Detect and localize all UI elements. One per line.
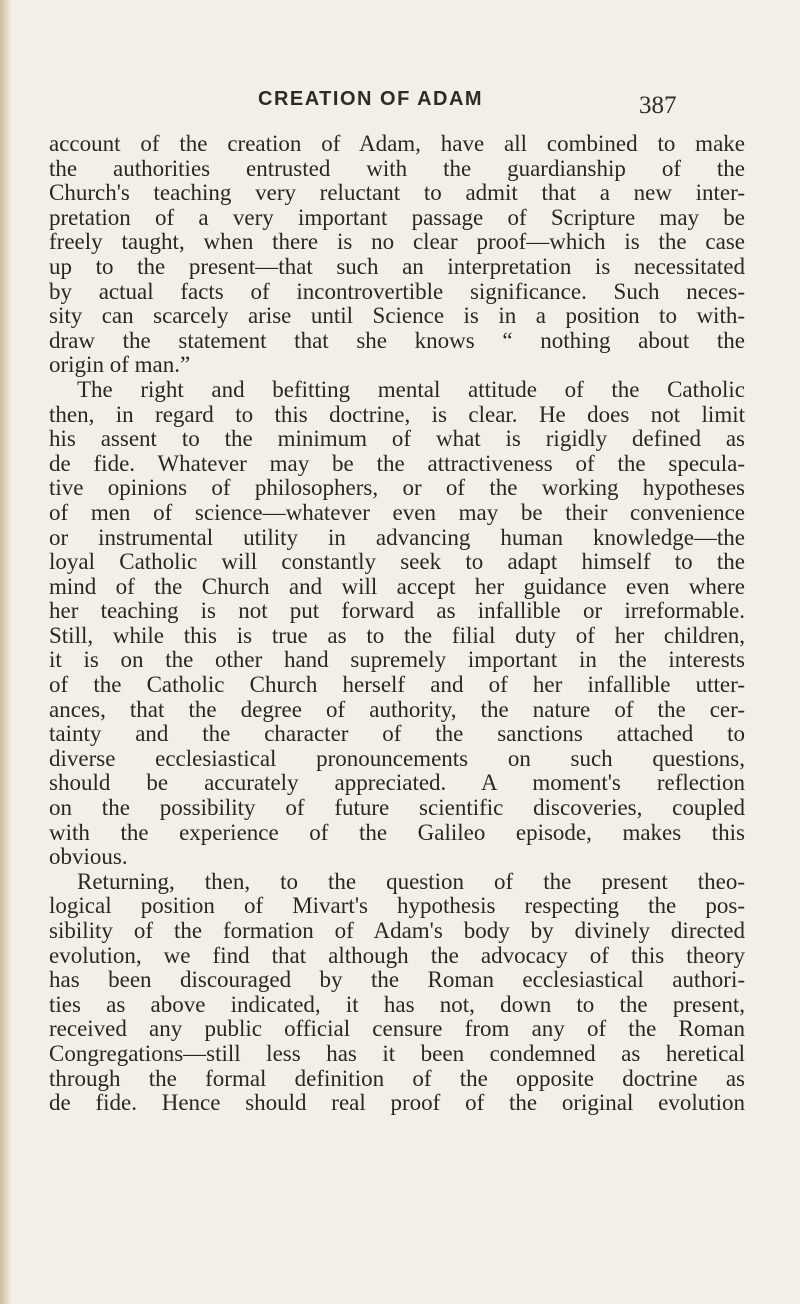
text-line: loyal Catholic will constantly seek to adapt himself to the <box>49 549 745 575</box>
text-line: her teaching is not put forward as infallible or irreformable. <box>49 598 745 624</box>
text-line: received any public official censure from any of the Roman <box>49 1016 745 1042</box>
text-line: tainty and the character of the sanctions attached to <box>49 721 745 747</box>
text-line: Congregations—still less has it been condemned as heretical <box>49 1040 745 1066</box>
text-line: his assent to the minimum of what is rigidly defined as <box>49 426 745 452</box>
text-line: de fide. Hence should real proof of the original evolution <box>49 1090 745 1116</box>
text-line: Church's teaching very reluctant to admit that a new inter- <box>49 180 745 206</box>
text-line: freely taught, when there is no clear proof—which is the case <box>49 229 745 255</box>
text-line: ties as above indicated, it has not, down to the present, <box>49 991 745 1017</box>
text-line: draw the statement that she knows “ nothing about the <box>49 327 745 353</box>
text-line: on the possibility of future scientific discoveries, coupled <box>49 795 745 821</box>
text-line: the authorities entrusted with the guardianship of the <box>49 155 745 181</box>
text-line: then, in regard to this doctrine, is clear. He does not limit <box>49 401 745 427</box>
text-line: should be accurately appreciated. A moment's reflection <box>49 770 745 796</box>
text-line: of men of science—whatever even may be their convenience <box>49 499 745 525</box>
text-line: account of the creation of Adam, have all combined to make <box>49 131 745 156</box>
text-line: de fide. Whatever may be the attractiveness of the specula- <box>49 450 745 476</box>
text-line: of the Catholic Church herself and of her infallible utter- <box>49 672 745 698</box>
body-text <box>49 132 745 1116</box>
text-line: origin of man.” <box>49 352 191 378</box>
text-line: ances, that the degree of authority, the nature of the cer- <box>49 696 745 722</box>
page-edge-shadow <box>0 0 12 1304</box>
text-line: logical position of Mivart's hypothesis respecting the pos- <box>49 893 745 919</box>
page-header <box>0 78 800 118</box>
text-line: sibility of the formation of Adam's body by divinely directed <box>49 918 745 943</box>
page-number: 387 <box>639 92 677 119</box>
text-line: mind of the Church and will accept her guidance even where <box>49 573 745 599</box>
text-line: or instrumental utility in advancing human knowledge—the <box>49 524 745 550</box>
text-line: evolution, we find that although the advocacy of this theory <box>49 942 745 968</box>
text-line: up to the present—that such an interpretation is necessitated <box>49 253 745 279</box>
text-line: The right and befitting mental attitude of the Catholic <box>77 376 745 402</box>
text-line: through the formal definition of the opposite doctrine as <box>49 1065 745 1091</box>
text-line: tive opinions of philosophers, or of the working hypotheses <box>49 475 745 501</box>
text-line: diverse ecclesiastical pronouncements on such questions, <box>49 745 745 771</box>
text-line: with the experience of the Galileo episode, makes this <box>49 819 745 845</box>
text-line: sity can scarcely arise until Science is in a position to with- <box>49 303 745 329</box>
text-line: it is on the other hand supremely important in the interests <box>49 647 745 673</box>
text-line: Returning, then, to the question of the present theo- <box>77 868 745 894</box>
text-line: Still, while this is true as to the filial duty of her children, <box>49 622 745 648</box>
text-line: by actual facts of incontrovertible significance. Such neces- <box>49 278 745 304</box>
text-line: obvious. <box>49 844 128 870</box>
text-line: has been discouraged by the Roman ecclesiastical authori- <box>49 967 745 993</box>
running-head: CREATION OF ADAM <box>258 88 484 110</box>
text-line: pretation of a very important passage of Scripture may be <box>49 204 745 230</box>
